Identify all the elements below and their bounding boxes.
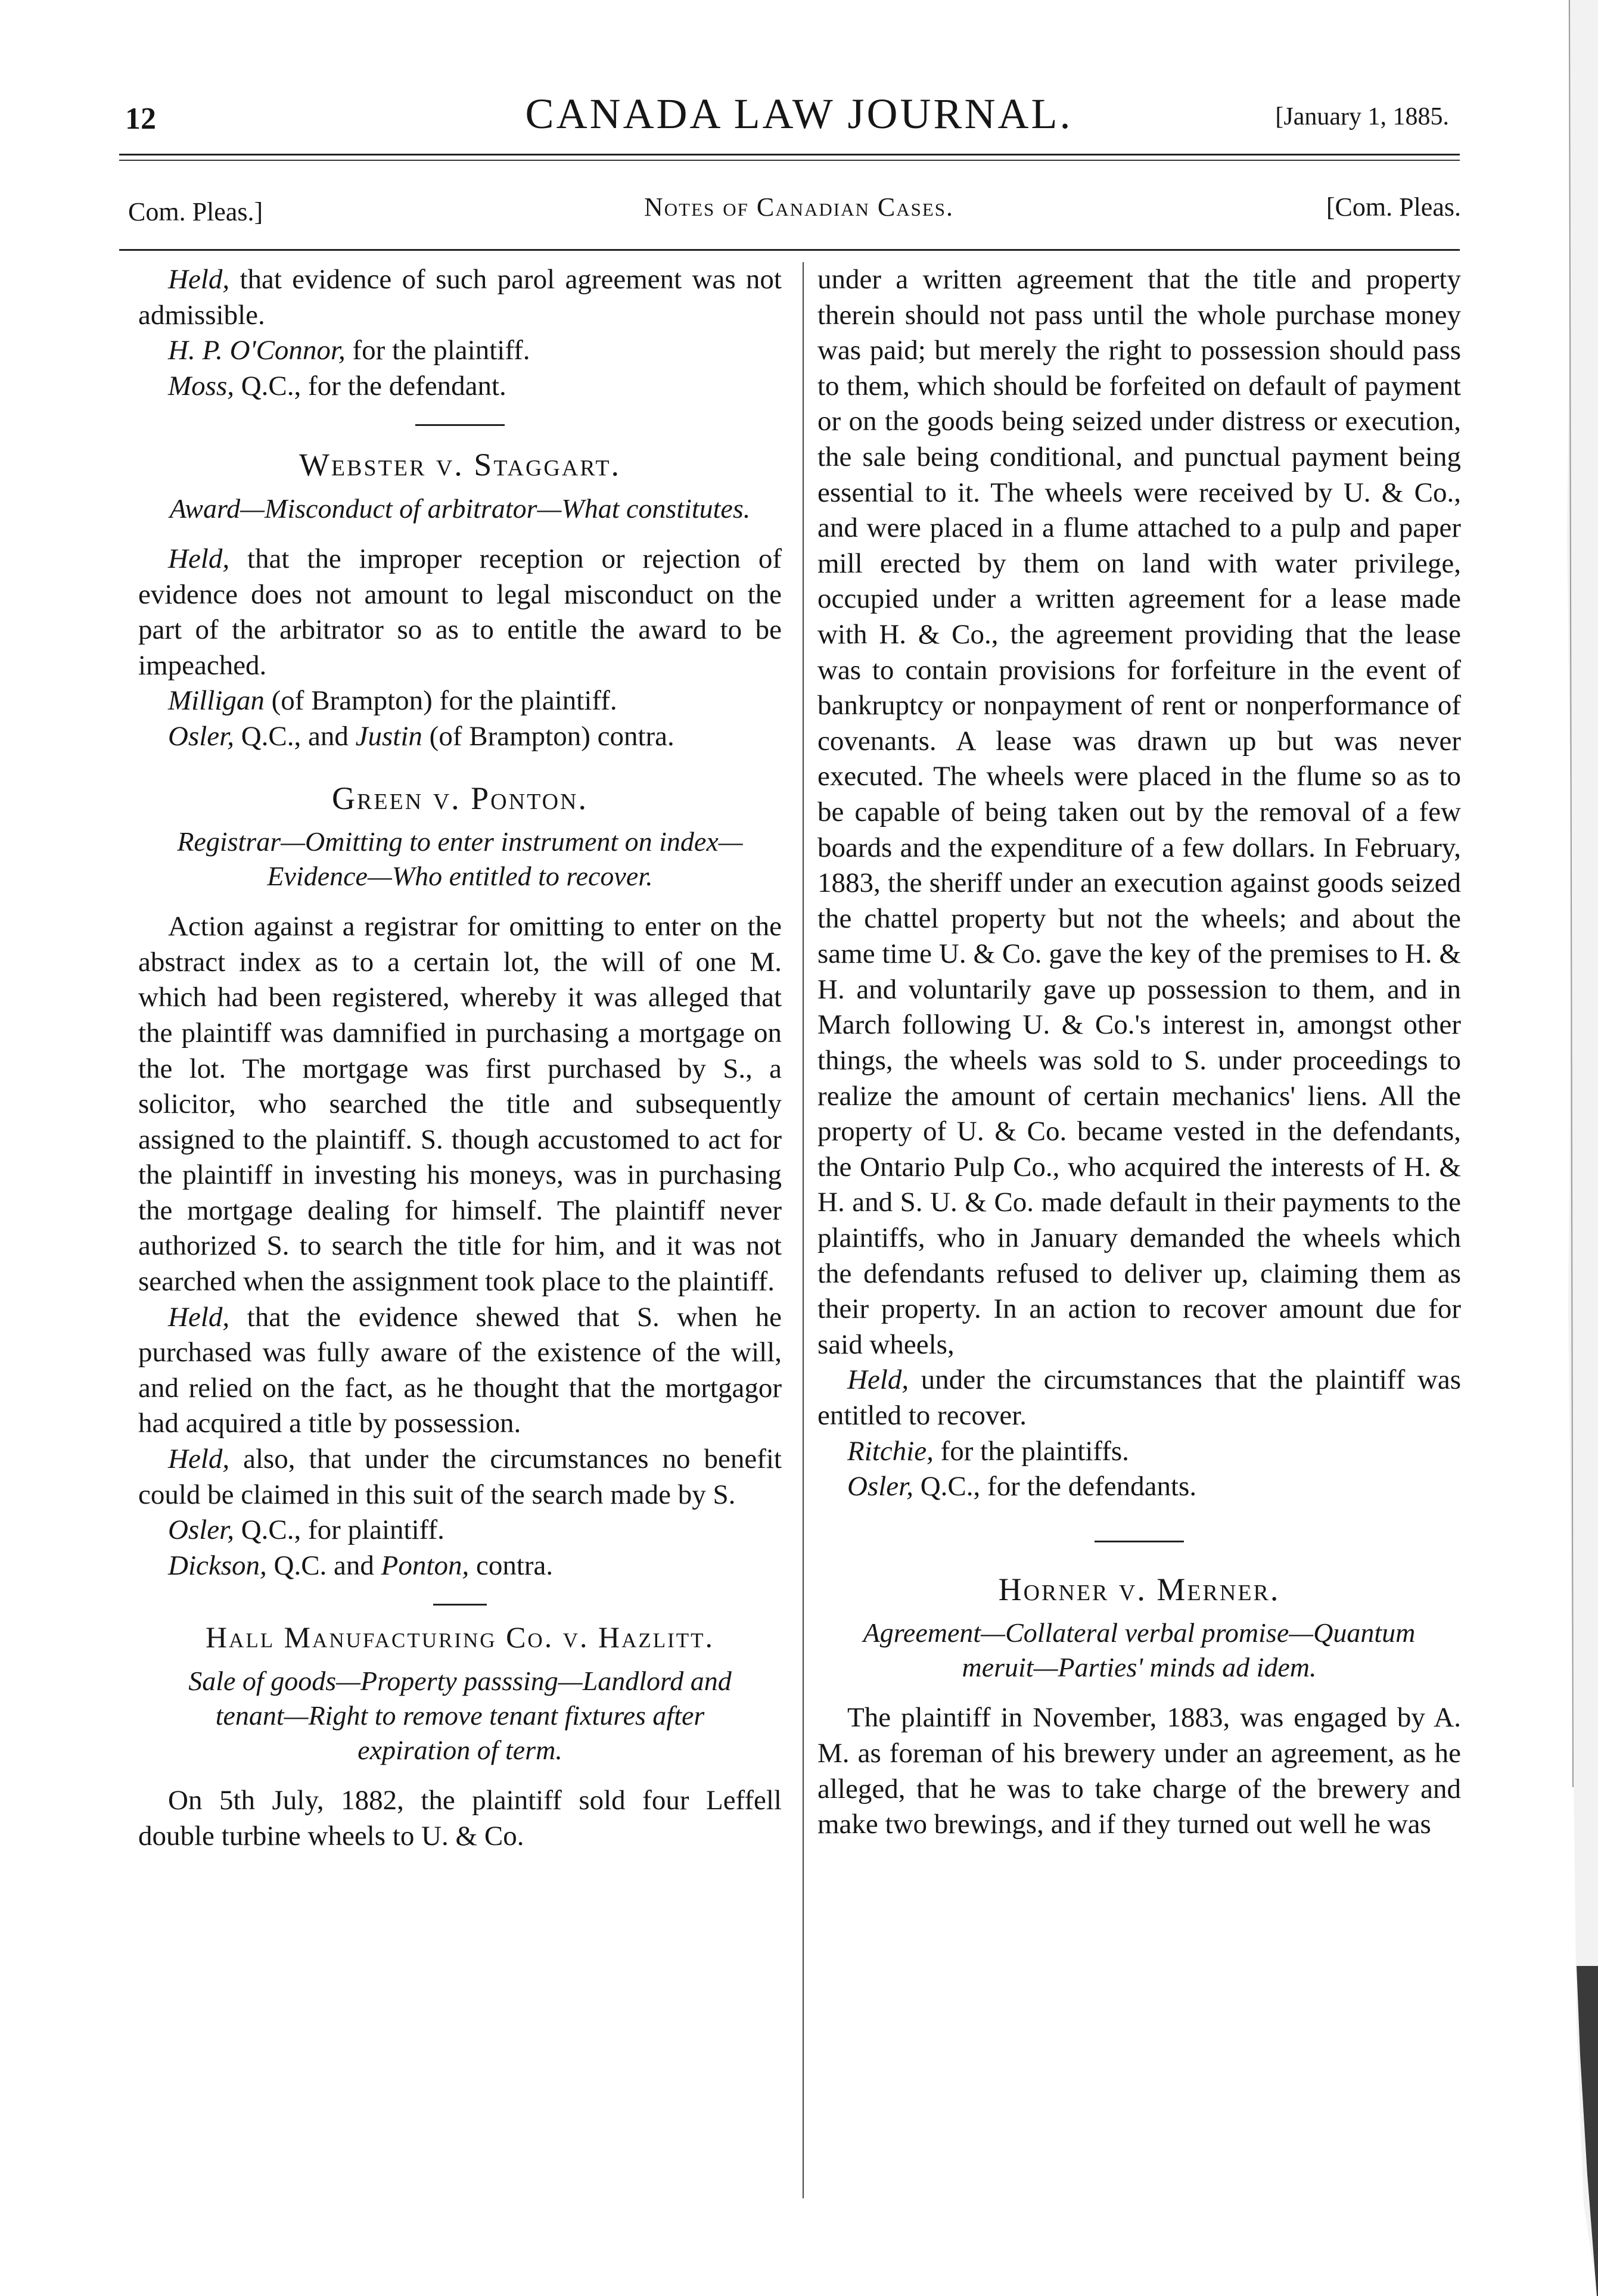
- section-separator: [415, 424, 505, 426]
- journal-title: CANADA LAW JOURNAL.: [525, 90, 1073, 138]
- case-body: On 5th July, 1882, the plaintiff sold four Leffell double turbine wheels to U. & Co.: [138, 1785, 782, 1852]
- section-separator: [433, 1604, 487, 1606]
- issue-date: [January 1, 1885.: [1275, 103, 1449, 130]
- page-number: 12: [125, 102, 156, 136]
- case-headnote: Sale of goods—Property passsing—Landlord and tenant—Right to remove tenant fixtures after expiration of term.: [188, 1666, 732, 1765]
- case-title: Hall Manufacturing Co. v. Hazlitt.: [205, 1620, 715, 1654]
- column-divider: [803, 262, 804, 2198]
- counsel-line: Moss, Q.C., for the defendant.: [168, 370, 506, 402]
- case-body: The plaintiff in November, 1883, was engaged by A. M. as foreman of his brewery under an agreement, as he alleged, that he was to take charge of the brewery and make two brewings, and if they turned out well he was: [817, 1702, 1461, 1840]
- case-body: Action against a registrar for omitting to enter on the abstract index as to a certain lot, the will of one M. which had been registered, whereby it was alleged that the plaintiff was damnified in purchasing a mortgage on the lot. The mortgage was first purchased by S., a solicitor, who searched the title and subsequently assigned to the plaintiff. S. though accustomed to act for the plaintiff in investing his moneys, was in purchasing the mortgage dealing for himself. The plaintiff never authorized S. to search the title for him, and it was not searched when the assignment took place to the plaintiff.: [138, 911, 782, 1298]
- case-title: Horner v. Merner.: [998, 1571, 1280, 1607]
- case-title: Green v. Ponton.: [332, 780, 588, 816]
- held-paragraph: Held, also, that under the circumstances no benefit could be claimed in this suit of the search made by S.: [138, 1443, 782, 1510]
- held-paragraph: Held, under the circumstances that the plaintiff was entitled to recover.: [817, 1364, 1461, 1431]
- court-left: Com. Pleas.]: [128, 197, 263, 226]
- scan-edge-decoration: [1527, 0, 1598, 2296]
- section-separator: [1095, 1541, 1184, 1542]
- header-rule-bottom: [119, 160, 1460, 161]
- counsel-line: Osler, Q.C., for plaintiff.: [168, 1514, 444, 1546]
- left-column: [138, 262, 782, 1854]
- counsel-line: Ritchie, for the plaintiffs.: [847, 1435, 1129, 1467]
- counsel-line: Dickson, Q.C. and Ponton, contra.: [168, 1550, 554, 1581]
- counsel-line: Milligan (of Brampton) for the plaintiff.: [168, 685, 617, 717]
- case-body-continued: under a written agreement that the title and property therein should not pass until the whole purchase money was paid; but merely the right to possession should pass to them, which should be forfeited on default of payment or on the goods being seized under distress or execution, the sale being conditional, and punctual payment being essential to it. The wheels were received by U. & Co., and were placed in a flume attached to a pulp and paper mill erected by them on land with water privilege, occupied under a written agreement for a lease made with H. & Co., the agreement providing that the lease was to contain provisions for forfeiture in the event of bankruptcy or nonpayment of rent or nonperformance of covenants. A lease was drawn up but was never executed. The wheels were placed in the flume so as to be capable of being taken out by the removal of a few boards and the expenditure of a few dollars. In February, 1883, the sheriff under an execution against goods seized the chattel property but not the wheels; and about the same time U. & Co. gave the key of the premises to H. & H. and voluntarily gave up possession to them, and in March following U. & Co.'s interest in, amongst other things, the wheels was sold to S. under proceedings to realize the amount of certain mechanics' liens. All the property of U. & Co. became vested in the defendants, the Ontario Pulp Co., who acquired the interests of H. & H. and S. U. & Co. made default in their payments to the plaintiffs, who in January demanded the wheels which the defendants refused to deliver up, claiming them as their property. In an action to recover amount due for said wheels,: [817, 264, 1461, 1360]
- case-headnote: Registrar—Omitting to enter instrument on index—Evidence—Who entitled to recover.: [177, 826, 743, 892]
- section-title: Notes of Canadian Cases.: [643, 192, 955, 222]
- held-paragraph: Held, that the evidence shewed that S. when he purchased was fully aware of the existence of the will, and relied on the fact, as he thought that the mortgagor had acquired a title by possession.: [138, 1301, 782, 1439]
- case-title: Webster v. Staggart.: [299, 447, 621, 483]
- held-paragraph: Held, that the improper reception or rejection of evidence does not amount to legal misconduct on the part of the arbitrator so as to entitle the award to be impeached.: [138, 543, 782, 681]
- subheader-rule: [119, 249, 1460, 251]
- case-headnote: Agreement—Collateral verbal promise—Quantum meruit—Parties' minds ad idem.: [863, 1617, 1416, 1683]
- case-headnote: Award—Misconduct of arbitrator—What constitutes.: [169, 493, 751, 524]
- right-column: [817, 262, 1461, 1843]
- header-rule-top: [119, 154, 1460, 155]
- counsel-line: Osler, Q.C., and Justin (of Brampton) contra.: [168, 720, 674, 752]
- held-paragraph: Held, that evidence of such parol agreement was not admissible.: [138, 264, 782, 331]
- counsel-line: H. P. O'Connor, for the plaintiff.: [168, 335, 530, 366]
- court-right: [Com. Pleas.: [1326, 192, 1461, 222]
- counsel-line: Osler, Q.C., for the defendants.: [847, 1471, 1197, 1502]
